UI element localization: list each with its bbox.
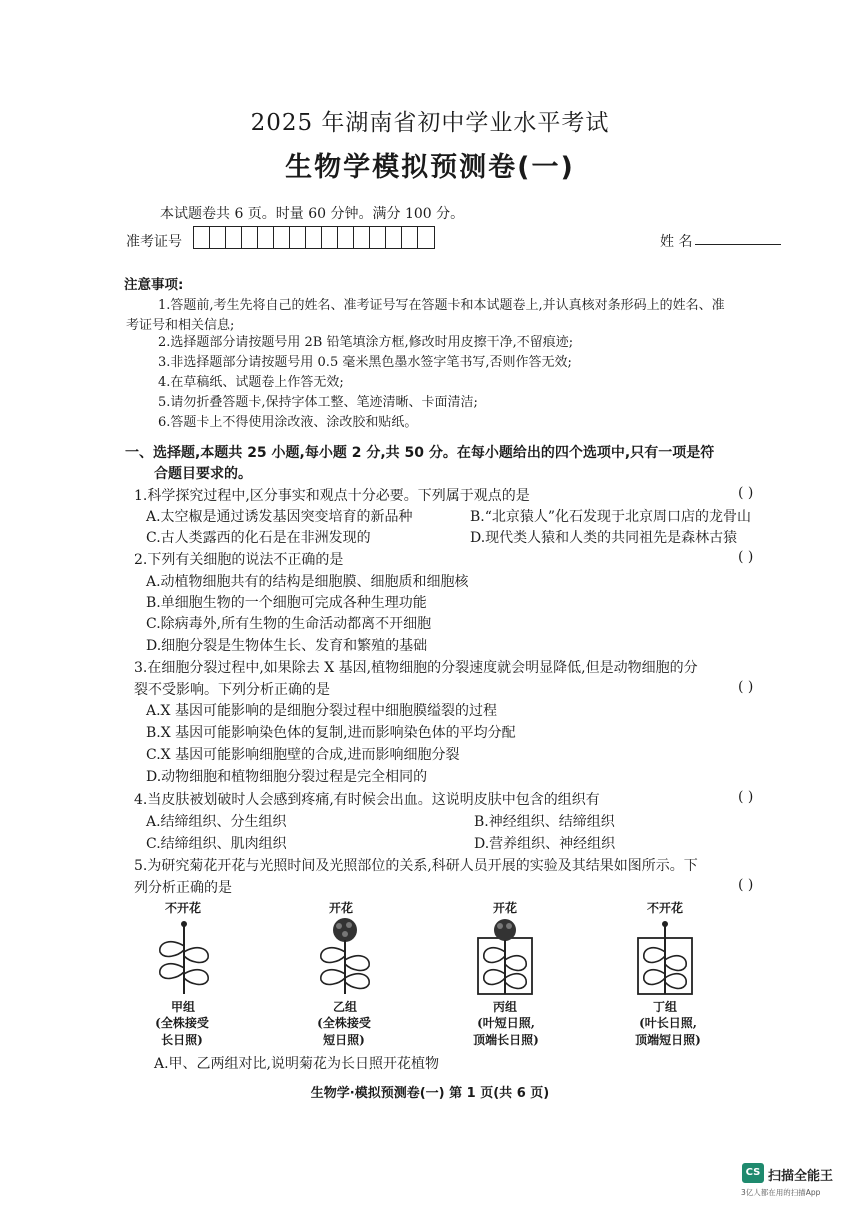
exam-number-label: 准考证号 xyxy=(126,234,182,250)
notice-line: 考证号和相关信息; xyxy=(126,318,235,333)
group-name: 甲组 xyxy=(170,1000,195,1014)
q2-answer-paren: ( ) xyxy=(738,549,754,565)
q1-option-a: A.太空椒是通过诱发基因突变培育的新品种 xyxy=(146,509,413,525)
q5-option-a: A.甲、乙两组对比,说明菊花为长日照开花植物 xyxy=(154,1056,440,1072)
group-result-label: 不开花 xyxy=(646,901,683,915)
exam-meta: 本试题卷共 6 页。时量 60 分钟。满分 100 分。 xyxy=(160,206,465,222)
q2-option-c: C.除病毒外,所有生物的生命活动都离不开细胞 xyxy=(146,616,432,632)
exam-title: 2025 年湖南省初中学业水平考试 xyxy=(250,110,610,136)
q3-option-a: A.X 基因可能影响的是细胞分裂过程中细胞膜缢裂的过程 xyxy=(146,703,497,719)
group-name: 丙组 xyxy=(492,1000,517,1014)
scanner-tagline: 3亿人都在用的扫描App xyxy=(741,1188,821,1197)
q1-answer-paren: ( ) xyxy=(738,485,754,501)
group-condition: (叶短日照, 顶端长日照) xyxy=(473,1016,539,1047)
group-result-label: 不开花 xyxy=(164,901,201,915)
name-label: 姓 名 xyxy=(660,234,693,250)
q2-option-a: A.动植物细胞共有的结构是细胞膜、细胞质和细胞核 xyxy=(146,574,469,590)
q3-option-c: C.X 基因可能影响细胞壁的合成,进而影响细胞分裂 xyxy=(146,747,460,763)
section-heading-cont: 合题目要求的。 xyxy=(154,466,252,482)
section-heading: 一、选择题,本题共 25 小题,每小题 2 分,共 50 分。在每小题给出的四个选项中,只有一项是符 xyxy=(125,445,715,461)
paper-subtitle: 生物学模拟预测卷(一) xyxy=(285,152,575,183)
group-condition: (全株接受 长日照) xyxy=(155,1016,209,1047)
q5-answer-paren: ( ) xyxy=(738,877,754,893)
group-condition: (全株接受 短日照) xyxy=(317,1016,371,1047)
q2-option-b: B.单细胞生物的一个细胞可完成各种生理功能 xyxy=(146,595,427,611)
page-footer: 生物学·模拟预测卷(一) 第 1 页(共 6 页) xyxy=(310,1086,550,1101)
notice-line: 3.非选择题部分请按题号用 0.5 毫米黑色墨水签字笔书写,否则作答无效; xyxy=(158,355,572,370)
q5-stem-cont: 列分析正确的是 xyxy=(134,880,232,896)
q4-option-c: C.结缔组织、肌肉组织 xyxy=(146,836,287,852)
group-condition: (叶长日照, 顶端短日照) xyxy=(635,1016,701,1047)
q5-stem: 5.为研究菊花开花与光照时间及光照部位的关系,科研人员开展的实验及其结果如图所示。下 xyxy=(134,858,698,874)
q2-stem: 2.下列有关细胞的说法不正确的是 xyxy=(134,552,344,568)
q1-option-d: D.现代类人猿和人类的共同祖先是森林古猿 xyxy=(470,530,738,546)
scanner-app-name: 扫描全能王 xyxy=(768,1169,834,1184)
plant-illustration-group-b xyxy=(312,916,378,996)
q3-answer-paren: ( ) xyxy=(738,679,754,695)
q4-answer-paren: ( ) xyxy=(738,789,754,805)
q3-stem-cont: 裂不受影响。下列分析正确的是 xyxy=(134,682,330,698)
scanner-logo-icon: CS xyxy=(742,1163,764,1183)
q1-stem: 1.科学探究过程中,区分事实和观点十分必要。下列属于观点的是 xyxy=(134,488,530,504)
name-blank xyxy=(695,244,781,245)
plant-illustration-group-d xyxy=(634,916,696,996)
group-result-label: 开花 xyxy=(492,901,517,915)
group-result-label: 开花 xyxy=(328,901,353,915)
q4-option-b: B.神经组织、结缔组织 xyxy=(474,814,615,830)
plant-illustration-group-a xyxy=(152,918,218,996)
q3-option-d: D.动物细胞和植物细胞分裂过程是完全相同的 xyxy=(146,769,428,785)
q4-option-a: A.结缔组织、分生组织 xyxy=(146,814,287,830)
exam-number-grid xyxy=(193,226,435,249)
notice-line: 2.选择题部分请按题号用 2B 铅笔填涂方框,修改时用皮擦干净,不留痕迹; xyxy=(158,335,574,350)
notice-line: 1.答题前,考生先将自己的姓名、准考证号写在答题卡和本试题卷上,并认真核对条形码上的姓名、准 xyxy=(158,298,725,313)
q3-stem: 3.在细胞分裂过程中,如果除去 X 基因,植物细胞的分裂速度就会明显降低,但是动物细胞的分 xyxy=(134,660,698,676)
notice-line: 6.答题卡上不得使用涂改液、涂改胶和贴纸。 xyxy=(158,415,418,430)
q2-option-d: D.细胞分裂是生物体生长、发育和繁殖的基础 xyxy=(146,638,428,654)
q4-stem: 4.当皮肤被划破时人会感到疼痛,有时候会出血。这说明皮肤中包含的组织有 xyxy=(134,792,600,808)
q1-option-c: C.古人类露西的化石是在非洲发现的 xyxy=(146,530,371,546)
q3-option-b: B.X 基因可能影响染色体的复制,进而影响染色体的平均分配 xyxy=(146,725,516,741)
notice-line: 5.请勿折叠答题卡,保持字体工整、笔迹清晰、卡面清洁; xyxy=(158,395,478,410)
group-name: 丁组 xyxy=(652,1000,677,1014)
q4-option-d: D.营养组织、神经组织 xyxy=(474,836,616,852)
notice-title: 注意事项: xyxy=(124,277,184,293)
group-name: 乙组 xyxy=(332,1000,357,1014)
q1-option-b: B.“北京猿人”化石发现于北京周口店的龙骨山 xyxy=(470,509,752,525)
plant-illustration-group-c xyxy=(474,916,536,996)
notice-line: 4.在草稿纸、试题卷上作答无效; xyxy=(158,375,344,390)
